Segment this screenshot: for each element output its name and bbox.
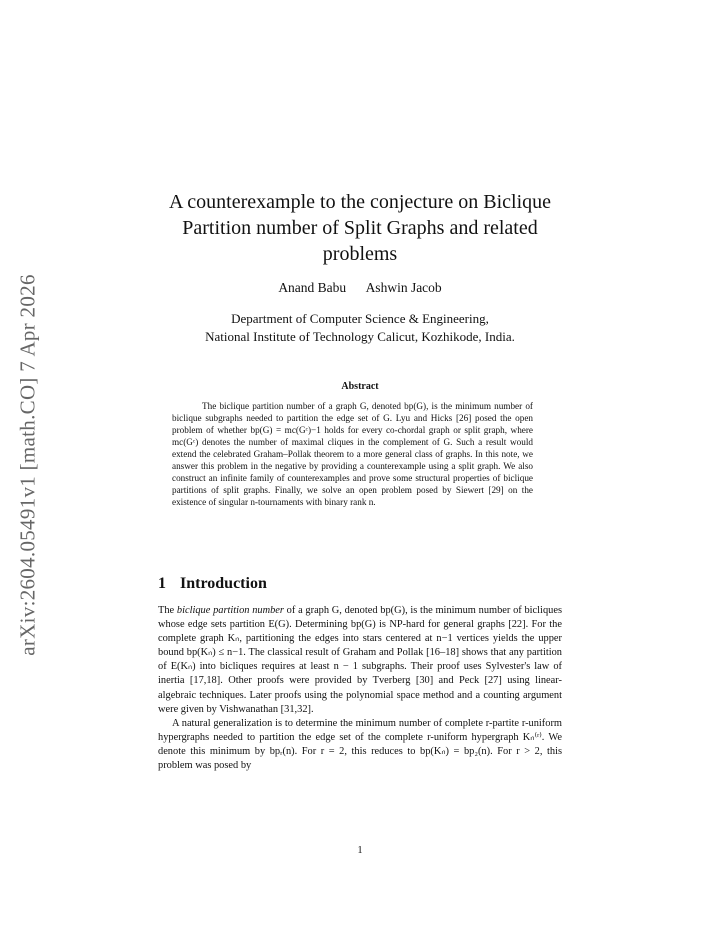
affiliation-line: Department of Computer Science & Engineering, bbox=[231, 311, 489, 326]
paragraph-text: The bbox=[158, 605, 177, 616]
page-number: 1 bbox=[357, 845, 363, 856]
abstract-heading: Abstract bbox=[341, 381, 379, 392]
author-name: Ashwin Jacob bbox=[365, 280, 442, 295]
section-heading bbox=[158, 575, 267, 593]
abstract-text: The biclique partition number of a graph G, denoted bp(G), is the minimum number of biclique subgraphs needed to partition the edge set of G. Lyu and Hicks [26] posed the open problem of whether bp(G) = mc(Gᶜ)−1 holds for every co-chordal graph or split graph, where mc(Gᶜ) denotes the number of maximal cliques in the complement of G. Such a result would extend the celebrated Graham–Pollak theorem to a more general class of graphs. In this note, we answer this problem in the negative by providing a counterexample using a split graph. We also construct an infinite family of counterexamples and prove some structural properties of biclique partitions of split graphs. Finally, we solve an open problem posed by Siewert [29] on the existence of singular n-tournaments with binary rank n. bbox=[172, 401, 533, 507]
paragraph bbox=[158, 604, 562, 717]
affiliation bbox=[150, 310, 570, 346]
intro-body bbox=[158, 604, 562, 773]
paragraph-text: of a graph G, denoted bp(G), is the minimum number of bicliques whose edge sets partition E(G). Determining bp(G) is NP-hard for general graphs [22]. For the complete graph Kₙ, partitioning the edges into stars centered at n−1 vertices yields the upper bound bp(Kₙ) ≤ n−1. The classical result of Graham and Pollak [16–18] shows that any partition of E(Kₙ) into bicliques requires at least n − 1 subgraphs. Their proof uses Sylvester's law of inertia [17,18]. Other proofs were provided by Tverberg [30] and Peck [27] using linear-algebraic techniques. Later proofs using the polynomial space method and a counting argument were given by Vishwanathan [31,32]. bbox=[158, 605, 562, 715]
arxiv-stamp-text: arXiv:2604.05491v1 [math.CO] 7 Apr 2026 bbox=[15, 274, 40, 656]
author-name: Anand Babu bbox=[278, 280, 347, 295]
arxiv-stamp bbox=[8, 250, 48, 680]
affiliation-line: National Institute of Technology Calicut, Kozhikode, India. bbox=[205, 329, 515, 344]
paragraph: A natural generalization is to determine the minimum number of complete r-partite r-uniform hypergraphs needed to partition the edge set of the complete r-uniform hypergraph Kₙ⁽ʳ⁾. We denote this minimum by bpᵣ(n). For r = 2, this reduces to bp(Kₙ) = bp₂(n). For r > 2, this problem was posed by bbox=[158, 717, 562, 772]
paper-title: A counterexample to the conjecture on Biclique Partition number of Split Graphs and related problems bbox=[168, 191, 552, 265]
section-number: 1 bbox=[158, 575, 166, 592]
author-list bbox=[150, 280, 570, 296]
emphasized-term: biclique partition number bbox=[176, 605, 284, 616]
section-title: Introduction bbox=[180, 575, 267, 592]
